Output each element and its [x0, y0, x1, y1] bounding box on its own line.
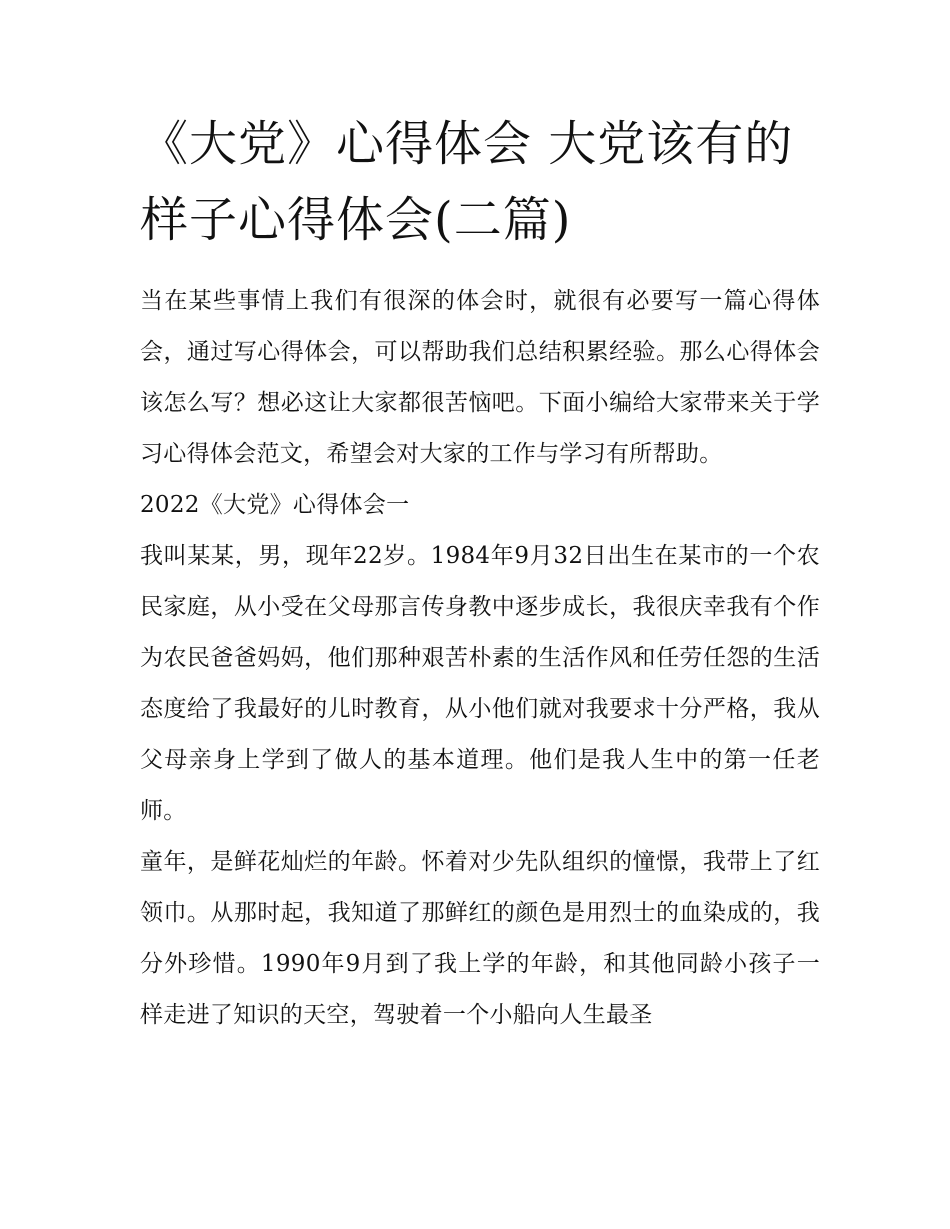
section-heading: 2022《大党》心得体会一 — [140, 492, 410, 518]
document-title: 《大党》心得体会 大党该有的样子心得体会(二篇) — [140, 116, 794, 248]
body-paragraph: 童年，是鲜花灿烂的年龄。怀着对少先队组织的憧憬，我带上了红领巾。从那时起，我知道了那鲜红的颜色是用烈士的血染成的，我分外珍惜。1990年9月到了我上学的年龄，和其他同龄小孩子一样走进了知识的天空，驾驶着一个小船向人生最圣 — [140, 849, 820, 1028]
body-paragraph: 我叫某某，男，现年22岁。1984年9月32日出生在某市的一个农民家庭，从小受在父母那言传身教中逐步成长，我很庆幸我有个作为农民爸爸妈妈，他们那种艰苦朴素的生活作风和任劳任怨的生活态度给了我最好的儿时教育，从小他们就对我要求十分严格，我从父母亲身上学到了做人的基本道理。他们是我人生中的第一任老师。 — [140, 543, 820, 824]
document-body — [140, 276, 820, 1041]
intro-paragraph: 当在某些事情上我们有很深的体会时，就很有必要写一篇心得体会，通过写心得体会，可以帮助我们总结积累经验。那么心得体会该怎么写？想必这让大家都很苦恼吧。下面小编给大家带来关于学习心得体会范文，希望会对大家的工作与学习有所帮助。 — [140, 288, 820, 467]
